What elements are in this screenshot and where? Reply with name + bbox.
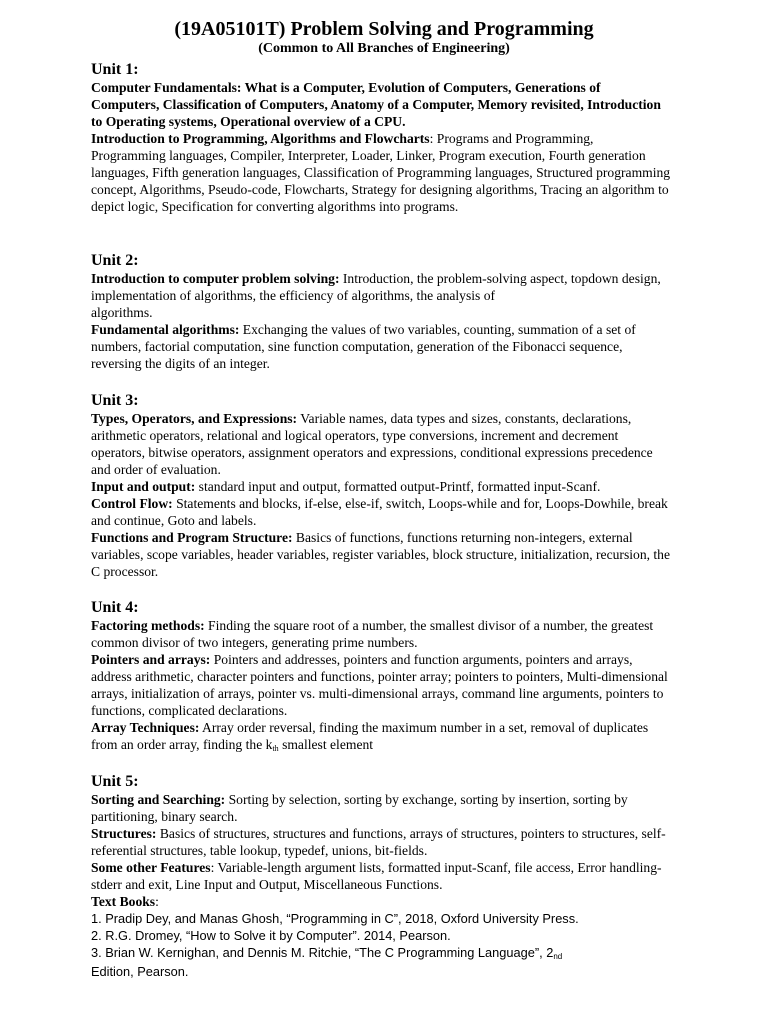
document-title: (19A05101T) Problem Solving and Programming	[174, 18, 594, 40]
unit-5-sorting-text: Sorting by selection, sorting by exchange, sorting by insertion, sorting by partitioning, binary search.	[91, 792, 628, 824]
unit-5-content	[91, 791, 671, 980]
unit-3-paragraph-functions	[91, 529, 671, 580]
unit-4-pointers-text: Pointers and addresses, pointers and function arguments, pointers and arrays, address arithmetic, character pointers and functions, pointer array; pointers to pointers, Multi-dimensional arrays, initialization of arrays, pointer vs. multi-dimensional arrays, command line arguments, pointers to functions, complicated declarations.	[91, 652, 668, 718]
unit-2-fundamental-algorithms-label: Fundamental algorithms:	[91, 322, 240, 337]
text-book-3-nd-subscript: nd	[553, 952, 563, 961]
unit-4-kth-subscript: th	[272, 744, 279, 753]
text-books-label: Text Books	[91, 894, 156, 909]
unit-3-paragraph-control-flow	[91, 495, 671, 529]
unit-4-array-techniques-text-end: smallest element	[278, 737, 374, 752]
document-subtitle: (Common to All Branches of Engineering)	[258, 41, 510, 56]
unit-2-content	[91, 270, 671, 372]
unit-5-paragraph-structures	[91, 825, 671, 859]
unit-1-programming-label: Introduction to Programming, Algorithms and Flowcharts	[91, 131, 430, 146]
unit-1-heading: Unit 1:	[91, 61, 139, 78]
unit-5-paragraph-other-features	[91, 859, 671, 893]
unit-3-control-flow-text: Statements and blocks, if-else, else-if, switch, Loops-while and for, Loops-Dowhile, break and continue, Goto and labels.	[91, 496, 668, 528]
unit-5-structures-label: Structures:	[91, 826, 157, 841]
unit-4-array-techniques-label: Array Techniques:	[91, 720, 200, 735]
unit-5-other-features-text: : Variable-length argument lists, formatted input-Scanf, file access, Error handling-stderr and exit, Line Input and Output, Miscellaneous Functions.	[91, 860, 662, 892]
unit-2-problem-solving-text: Introduction, the problem-solving aspect, topdown design, implementation of algorithms, the efficiency of algorithms, the analysis of	[91, 271, 661, 303]
unit-3-paragraph-types	[91, 410, 671, 478]
unit-3-content	[91, 410, 671, 580]
text-books-heading	[91, 893, 671, 910]
unit-1-computer-fundamentals-text: Computer Fundamentals: What is a Computer, Evolution of Computers, Generations of Computers, Classification of Computers, Anatomy of a Computer, Memory revisited, Introduction to Operating systems, Operational overview of a CPU.	[91, 80, 661, 129]
unit-4-content	[91, 617, 671, 755]
unit-3-paragraph-input-output	[91, 478, 671, 495]
unit-2-paragraph-problem-solving	[91, 270, 671, 321]
unit-5-paragraph-sorting	[91, 791, 671, 825]
unit-3-types-text: Variable names, data types and sizes, constants, declarations, arithmetic operators, relational and logical operators, type conversions, increment and decrement operators, bitwise operators, assignment operators and expressions, conditional expressions precedence and order of evaluation.	[91, 411, 653, 477]
unit-4-factoring-label: Factoring methods:	[91, 618, 205, 633]
unit-4-array-techniques-text: Array order reversal, finding the maximum number in a set, removal of duplicates from an order array, finding the k	[91, 720, 649, 752]
unit-3-control-flow-label: Control Flow:	[91, 496, 173, 511]
unit-3-input-output-label: Input and output:	[91, 479, 196, 494]
unit-3-types-label: Types, Operators, and Expressions:	[91, 411, 298, 426]
unit-5-structures-text: Basics of structures, structures and functions, arrays of structures, pointers to structures, self-referential structures, table lookup, typedef, unions, bit-fields.	[91, 826, 666, 858]
unit-3-functions-text: Basics of functions, functions returning non-integers, external variables, scope variables, header variables, register variables, block structure, initialization, recursion, the C processor.	[91, 530, 671, 579]
unit-4-paragraph-factoring	[91, 617, 671, 651]
unit-4-pointers-label: Pointers and arrays:	[91, 652, 211, 667]
text-book-3-text: 3. Brian W. Kernighan, and Dennis M. Ritchie, “The C Programming Language”, 2	[91, 945, 554, 960]
unit-1-paragraph-programming	[91, 130, 671, 215]
unit-1-content	[91, 79, 671, 215]
text-book-3	[91, 944, 671, 980]
unit-2-fundamental-algorithms-text: Exchanging the values of two variables, counting, summation of a set of numbers, factorial computation, sine function computation, generation of the Fibonacci sequence, reversing the digits of an integer.	[91, 322, 636, 371]
unit-2-problem-solving-text-end: algorithms.	[91, 305, 153, 320]
unit-1-paragraph-computer-fundamentals	[91, 79, 671, 130]
unit-3-functions-label: Functions and Program Structure:	[91, 530, 293, 545]
unit-2-paragraph-fundamental-algorithms	[91, 321, 671, 372]
unit-1-programming-text: : Programs and Programming, Programming languages, Compiler, Interpreter, Loader, Linker, Program execution, Fourth generation languages, Fifth generation languages, Classification of Programming languages, Structured programming concept, Algorithms, Pseudo-code, Flowcharts, Strategy for designing algorithms, Tracing an algorithm to depict logic, Specification for converting algorithms into programs.	[91, 131, 671, 214]
text-book-3-text-end: Edition, Pearson.	[91, 964, 189, 979]
text-book-2: 2. R.G. Dromey, “How to Solve it by Computer”. 2014, Pearson.	[91, 928, 451, 943]
unit-2-heading: Unit 2:	[91, 252, 139, 269]
text-book-1: 1. Pradip Dey, and Manas Ghosh, “Programming in C”, 2018, Oxford University Press.	[91, 911, 579, 926]
unit-5-heading: Unit 5:	[91, 773, 139, 790]
unit-5-sorting-label: Sorting and Searching:	[91, 792, 226, 807]
unit-3-heading: Unit 3:	[91, 392, 139, 409]
unit-2-problem-solving-label: Introduction to computer problem solving:	[91, 271, 340, 286]
unit-4-factoring-text: Finding the square root of a number, the smallest divisor of a number, the greatest common divisor of two integers, generating prime numbers.	[91, 618, 654, 650]
unit-3-input-output-text: standard input and output, formatted output-Printf, formatted input-Scanf.	[195, 479, 601, 494]
unit-4-paragraph-pointers	[91, 651, 671, 719]
unit-4-paragraph-array-techniques	[91, 719, 671, 755]
unit-5-other-features-label: Some other Features	[91, 860, 211, 875]
text-books-colon: :	[155, 894, 159, 909]
unit-4-heading: Unit 4:	[91, 599, 139, 616]
